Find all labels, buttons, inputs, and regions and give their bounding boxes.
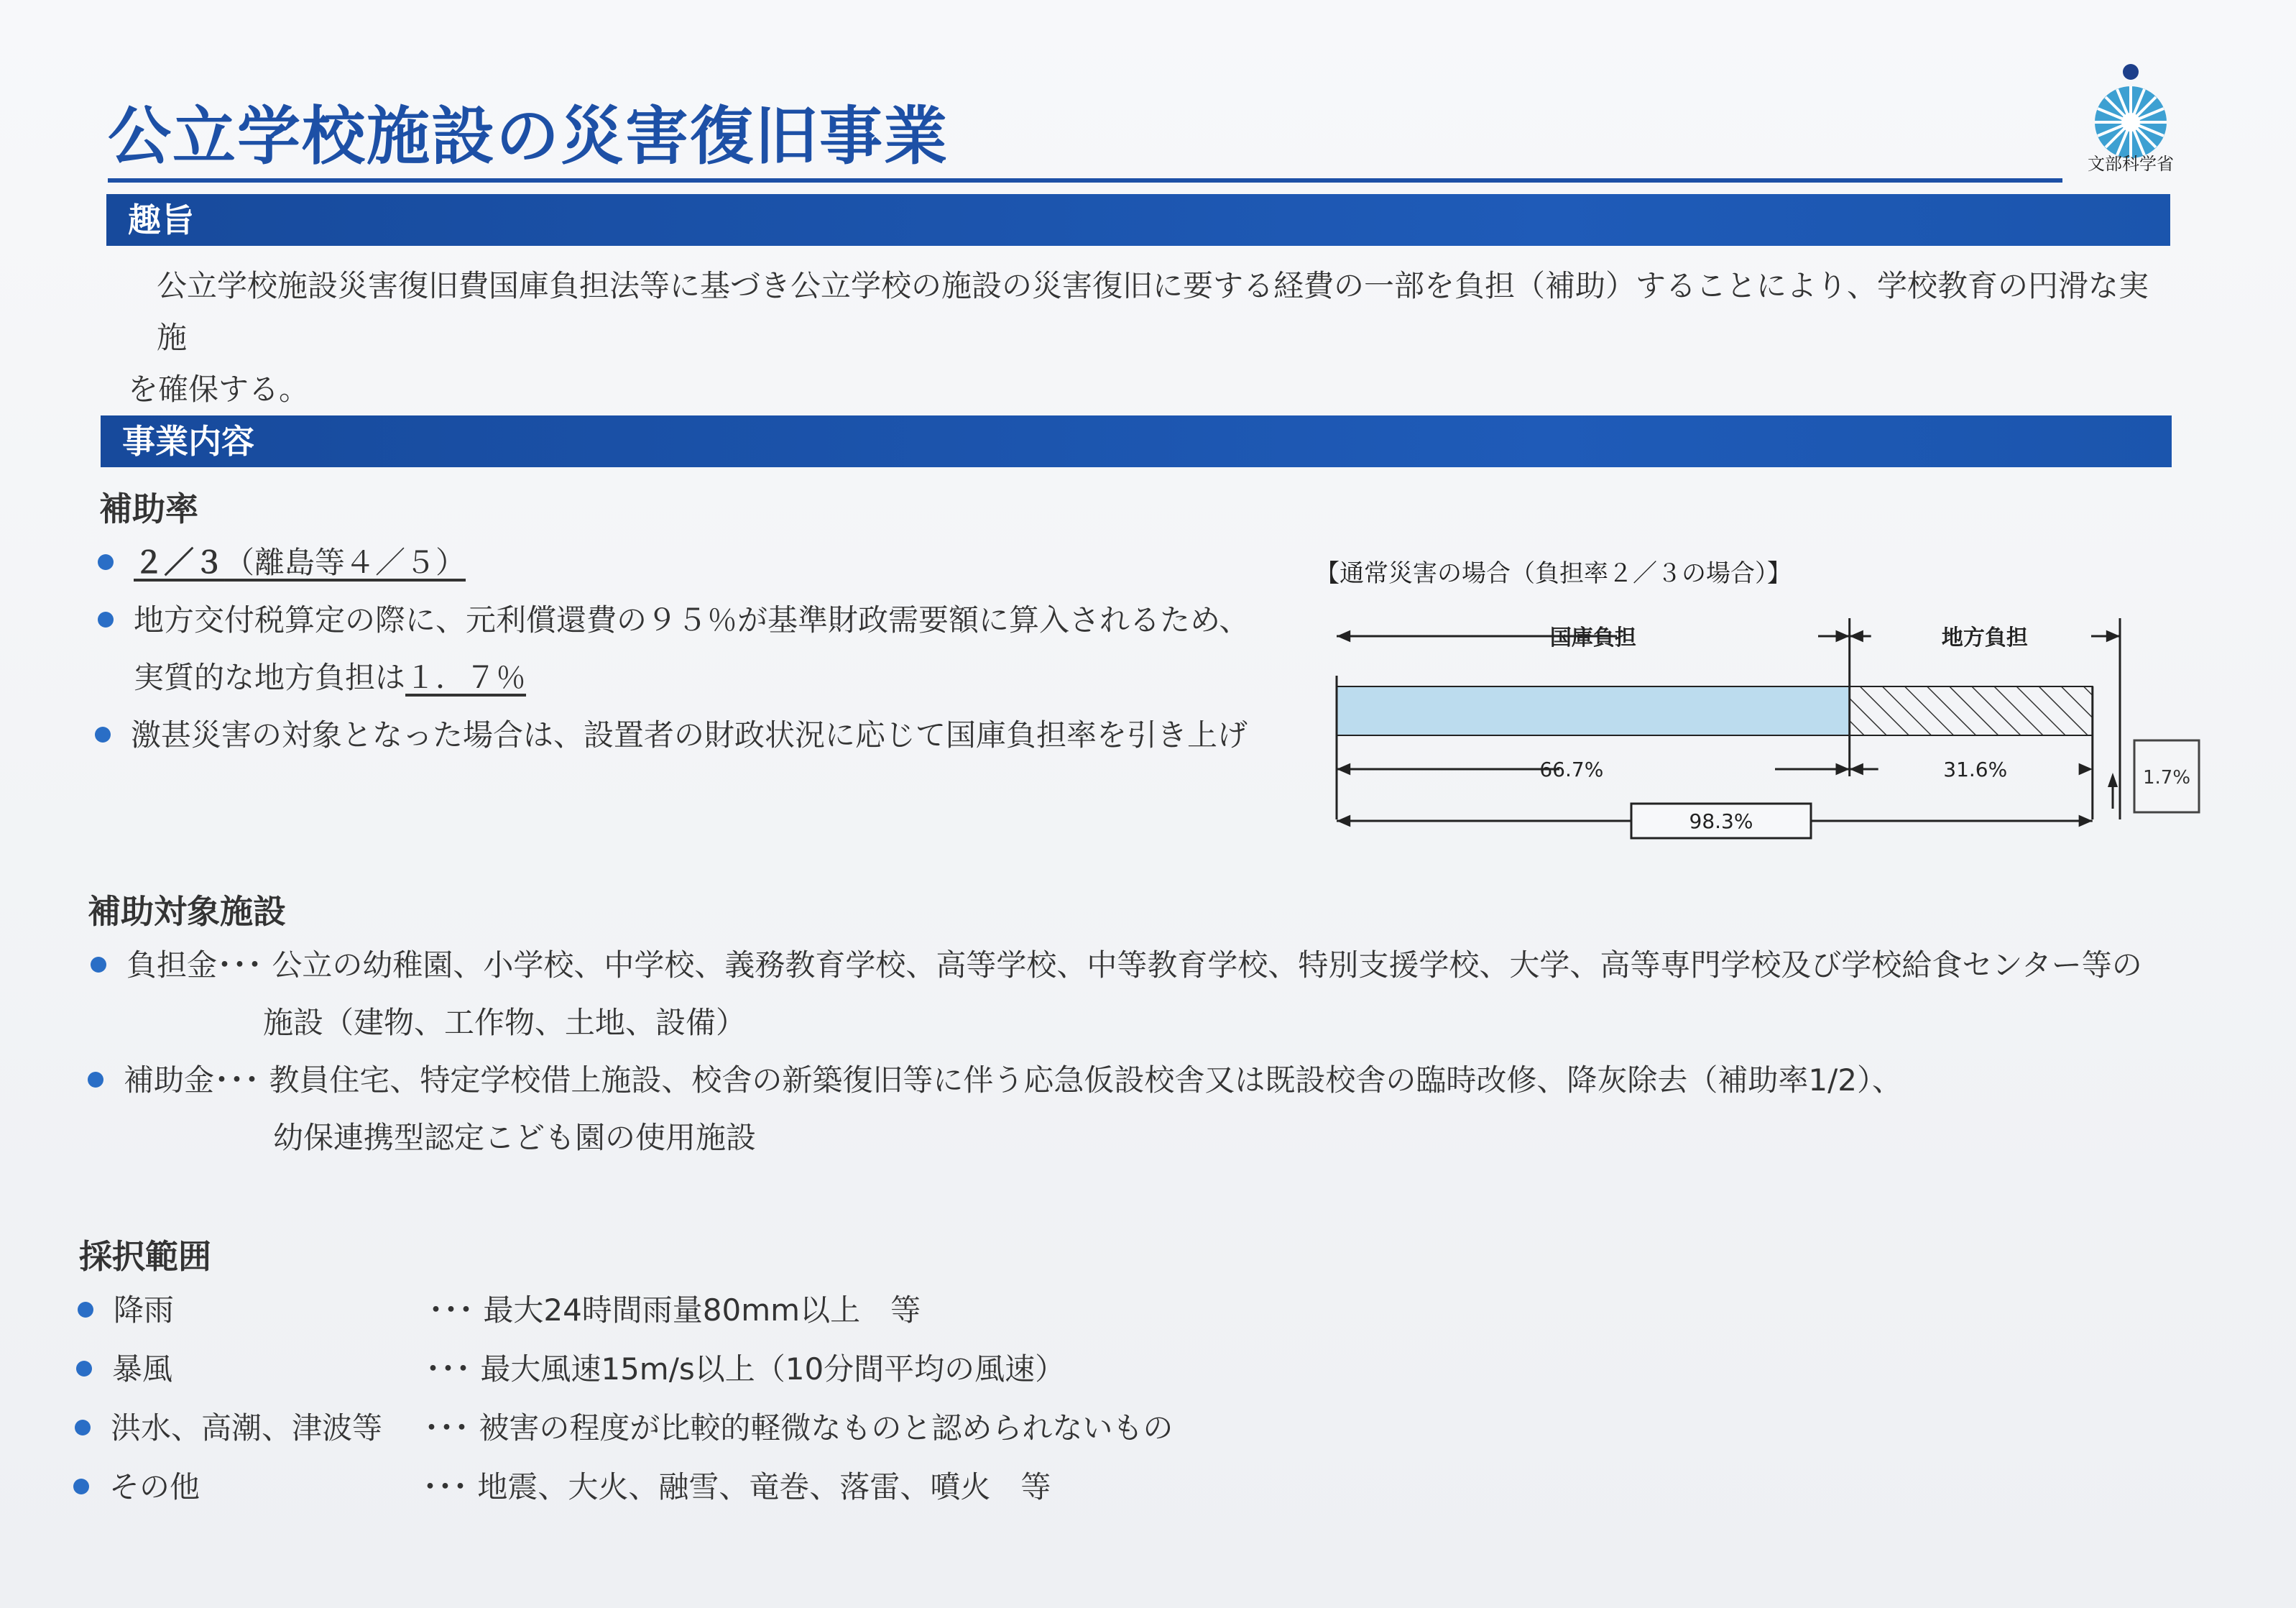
page-title: 公立学校施設の災害復旧事業 [108, 99, 949, 173]
facility-item-1-cont: 施設（建物、工作物、土地、設備） [263, 1005, 747, 1040]
total-arrow-left [1337, 815, 1350, 827]
subsidy-rate-heading: 補助率 [99, 490, 198, 528]
facility-label: 補助金･･･ [124, 1062, 260, 1098]
total-pct-label: 98.3% [1689, 809, 1753, 833]
bullet-icon [91, 957, 106, 973]
burden-ratio-diagram [1329, 604, 2228, 848]
scope-desc-wind: ･･･ 最大風速15m/s以上（10分間平均の風速） [425, 1351, 1066, 1387]
local-pct-label: 31.6% [1943, 758, 2008, 781]
national-burden-label: 国庫負担 [1549, 625, 1636, 651]
national-pct-label: 66.7% [1539, 758, 1604, 781]
purpose-text [128, 260, 2154, 415]
bullet-icon [98, 554, 114, 570]
bullet-icon [73, 1479, 89, 1494]
purpose-line-1: 公立学校施設災害復旧費国庫負担法等に基づき公立学校の施設の災害復旧に要する経費の一部を負担（補助）することにより、学校教育の円滑な実施 [157, 268, 2149, 355]
scope-item-flood: 洪水、高潮、津波等 [75, 1405, 382, 1448]
bullet-icon [78, 1302, 93, 1318]
subsidy-rate-item-2-cont: 実質的な地方負担は１．７％ [134, 660, 527, 695]
national-burden-bar [1337, 686, 1850, 735]
bullet-icon [75, 1420, 91, 1435]
title-underline [108, 178, 2062, 183]
bullet-icon [95, 727, 111, 743]
subsidy-rate-item-2: 地方交付税算定の際に、元利償還費の９５％が基準財政需要額に算入されるため、 [98, 597, 1249, 640]
local-arrow-right [2106, 630, 2120, 643]
small-pct-label: 1.7% [2142, 767, 2191, 789]
section-header-purpose: 趣旨 [106, 194, 2170, 246]
rate-remote-islands: （離島等４／５） [224, 545, 466, 580]
scope-desc-other: ･･･ 地震、大火、融雪、竜巻、落雷、噴火 等 [423, 1469, 1051, 1504]
pct-local-arrow-right [2079, 763, 2093, 776]
rate-value: ２／３ [134, 545, 225, 580]
facility-item-1: 負担金･･･ 公立の幼稚園、小学校、中学校、義務教育学校、高等学校、中等教育学校、特別支援学校、大学、高等専門学校及び学校給食センター等の [91, 942, 2142, 985]
purpose-line-2: を確保する。 [128, 372, 310, 407]
subsidy-rate-item-1 [98, 539, 466, 582]
scope-item-other: その他 [73, 1464, 200, 1507]
section-header-content: 事業内容 [101, 415, 2172, 467]
scope-item-rain: 降雨 [78, 1287, 174, 1330]
diagram-caption: 【通常災害の場合（負担率２／３の場合）】 [1315, 559, 1792, 588]
scope-heading: 採択範囲 [79, 1237, 211, 1276]
facility-label: 負担金･･･ [126, 947, 263, 983]
small-pct-arrow [2108, 773, 2118, 787]
subsidy-rate-item-3: 激甚災害の対象となった場合は、設置者の財政状況に応じて国庫負担率を引き上げ [95, 712, 1248, 755]
local-burden-value: １．７％ [405, 660, 527, 695]
local-arrow-left [1850, 630, 1863, 643]
pct-national-arrow-right [1835, 763, 1849, 776]
local-burden-bar [1850, 686, 2093, 735]
local-burden-label: 地方負担 [1941, 625, 2028, 651]
pct-national-arrow-left [1337, 763, 1350, 776]
bullet-icon [98, 612, 114, 628]
scope-item-wind: 暴風 [76, 1346, 172, 1389]
logo-caption: 文部科学省 [2088, 154, 2174, 174]
bullet-icon [88, 1072, 103, 1088]
facility-item-2: 補助金･･･ 教員住宅、特定学校借上施設、校舎の新築復旧等に伴う応急仮設校舎又は既設校舎の臨時改修、降灰除去（補助率1/2）、 [88, 1057, 1902, 1100]
scope-desc-rain: ･･･ 最大24時間雨量80mm以上 等 [428, 1292, 921, 1328]
facility-item-2-cont: 幼保連携型認定こども園の使用施設 [273, 1120, 757, 1155]
bullet-icon [76, 1361, 92, 1377]
facilities-heading: 補助対象施設 [88, 892, 286, 931]
national-arrow-left [1337, 630, 1350, 643]
total-arrow-right [2079, 815, 2093, 827]
scope-desc-flood: ･･･ 被害の程度が比較的軽微なものと認められないもの [424, 1410, 1174, 1446]
national-arrow-right [1835, 630, 1849, 643]
